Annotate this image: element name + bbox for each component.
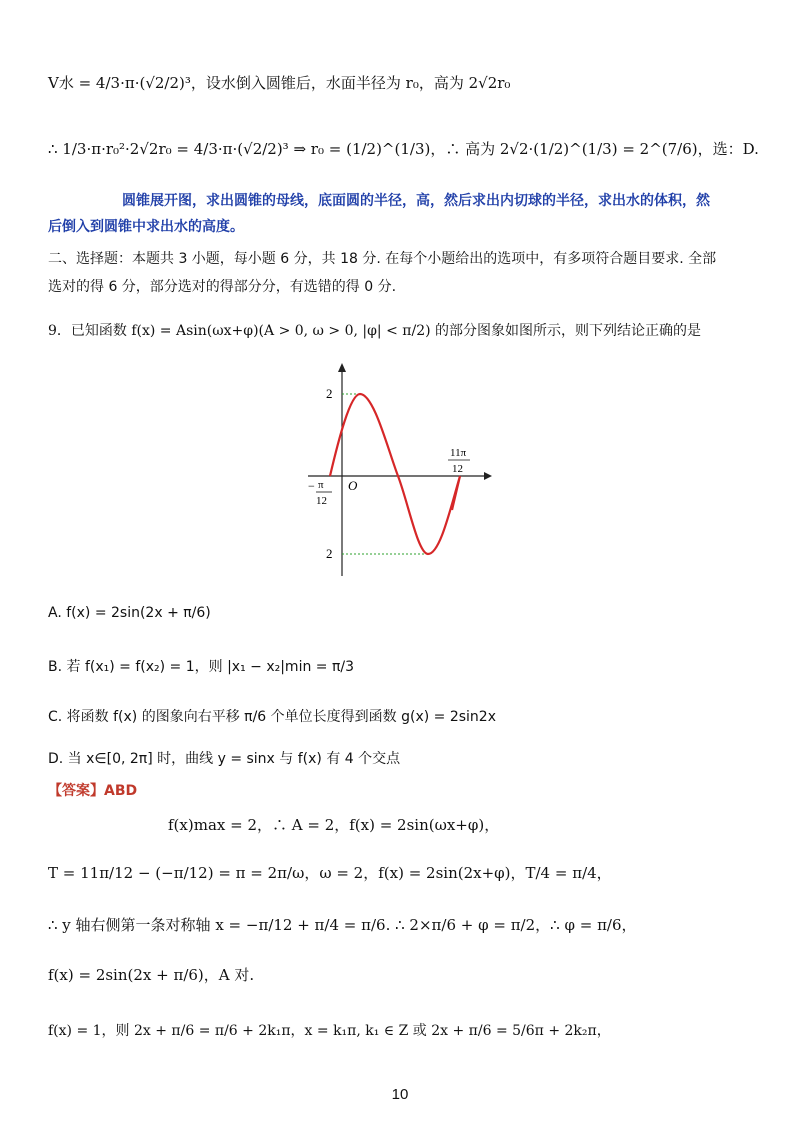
left-zero-den: 12 (316, 495, 327, 507)
solution-step-4: f(x) = 2sin(2x + π/6)，A 对. (48, 966, 255, 984)
section-rules: 选对的得 6 分，部分选对的得部分分，有选错的得 0 分. (48, 279, 397, 295)
right-zero-num: 11π (450, 447, 467, 459)
right-zero-den: 12 (452, 463, 463, 475)
line-cone-height: ∴ 1/3·π·r₀²·2√2r₀ = 4/3·π·(√2/2)³ ⇒ r₀ = (1/2)^(1/3)，∴ 高为 2√2·(1/2)^(1/3) = 2^(7/6)，选：D. (48, 140, 759, 158)
question-9-stem: 9．已知函数 f(x) = Asin(ωx+φ)(A > 0, ω > 0, |φ| < π/2) 的部分图象如图所示，则下列结论正确的是 (48, 323, 702, 339)
option-c: C. 将函数 f(x) 的图象向右平移 π/6 个单位长度得到函数 g(x) = 2sin2x (48, 709, 496, 725)
option-a: A. f(x) = 2sin(2x + π/6) (48, 605, 211, 621)
y-max-label: 2 (326, 386, 333, 401)
solution-step-3: ∴ y 轴右侧第一条对称轴 x = −π/12 + π/4 = π/6. ∴ 2×π/6 + φ = π/2，∴ φ = π/6， (48, 916, 637, 934)
option-d: D. 当 x∈[0, 2π] 时，曲线 y = sinx 与 f(x) 有 4 个交点 (48, 751, 401, 767)
note-line-1: 圆锥展开图，求出圆锥的母线，底面圆的半径，高，然后求出内切球的半径，求出水的体积，然 (122, 193, 710, 209)
origin-label: O (348, 478, 358, 493)
x-axis-arrow (484, 472, 492, 480)
sine-curve (330, 394, 460, 554)
answer-label: 【答案】ABD (48, 783, 138, 799)
option-b: B. 若 f(x₁) = f(x₂) = 1，则 |x₁ − x₂|min = π/3 (48, 659, 355, 675)
y-axis-arrow (338, 363, 346, 372)
solution-step-5: f(x) = 1，则 2x + π/6 = π/6 + 2k₁π，x = k₁π, k₁ ∈ Z 或 2x + π/6 = 5/6π + 2k₂π， (48, 1023, 611, 1039)
note-line-2: 后倒入到圆锥中求出水的高度。 (48, 219, 244, 235)
left-zero-minus: − (308, 479, 315, 493)
left-zero-num: π (318, 479, 324, 491)
section-heading: 二、选择题：本题共 3 小题，每小题 6 分，共 18 分. 在每个小题给出的选项中，有多项符合题目要求. 全部 (48, 251, 717, 267)
sine-graph (300, 360, 500, 580)
page-number: 10 (391, 1086, 409, 1103)
solution-step-1: f(x)max = 2，∴ A = 2，f(x) = 2sin(ωx+φ)， (168, 816, 500, 834)
line-volume-water: V水 = 4/3·π·(√2/2)³，设水倒入圆锥后，水面半径为 r₀，高为 2√2r₀ (48, 74, 511, 92)
solution-step-2: T = 11π/12 − (−π/12) = π = 2π/ω，ω = 2，f(x) = 2sin(2x+φ)，T/4 = π/4， (48, 864, 612, 882)
y-min-label: 2 (326, 546, 333, 561)
